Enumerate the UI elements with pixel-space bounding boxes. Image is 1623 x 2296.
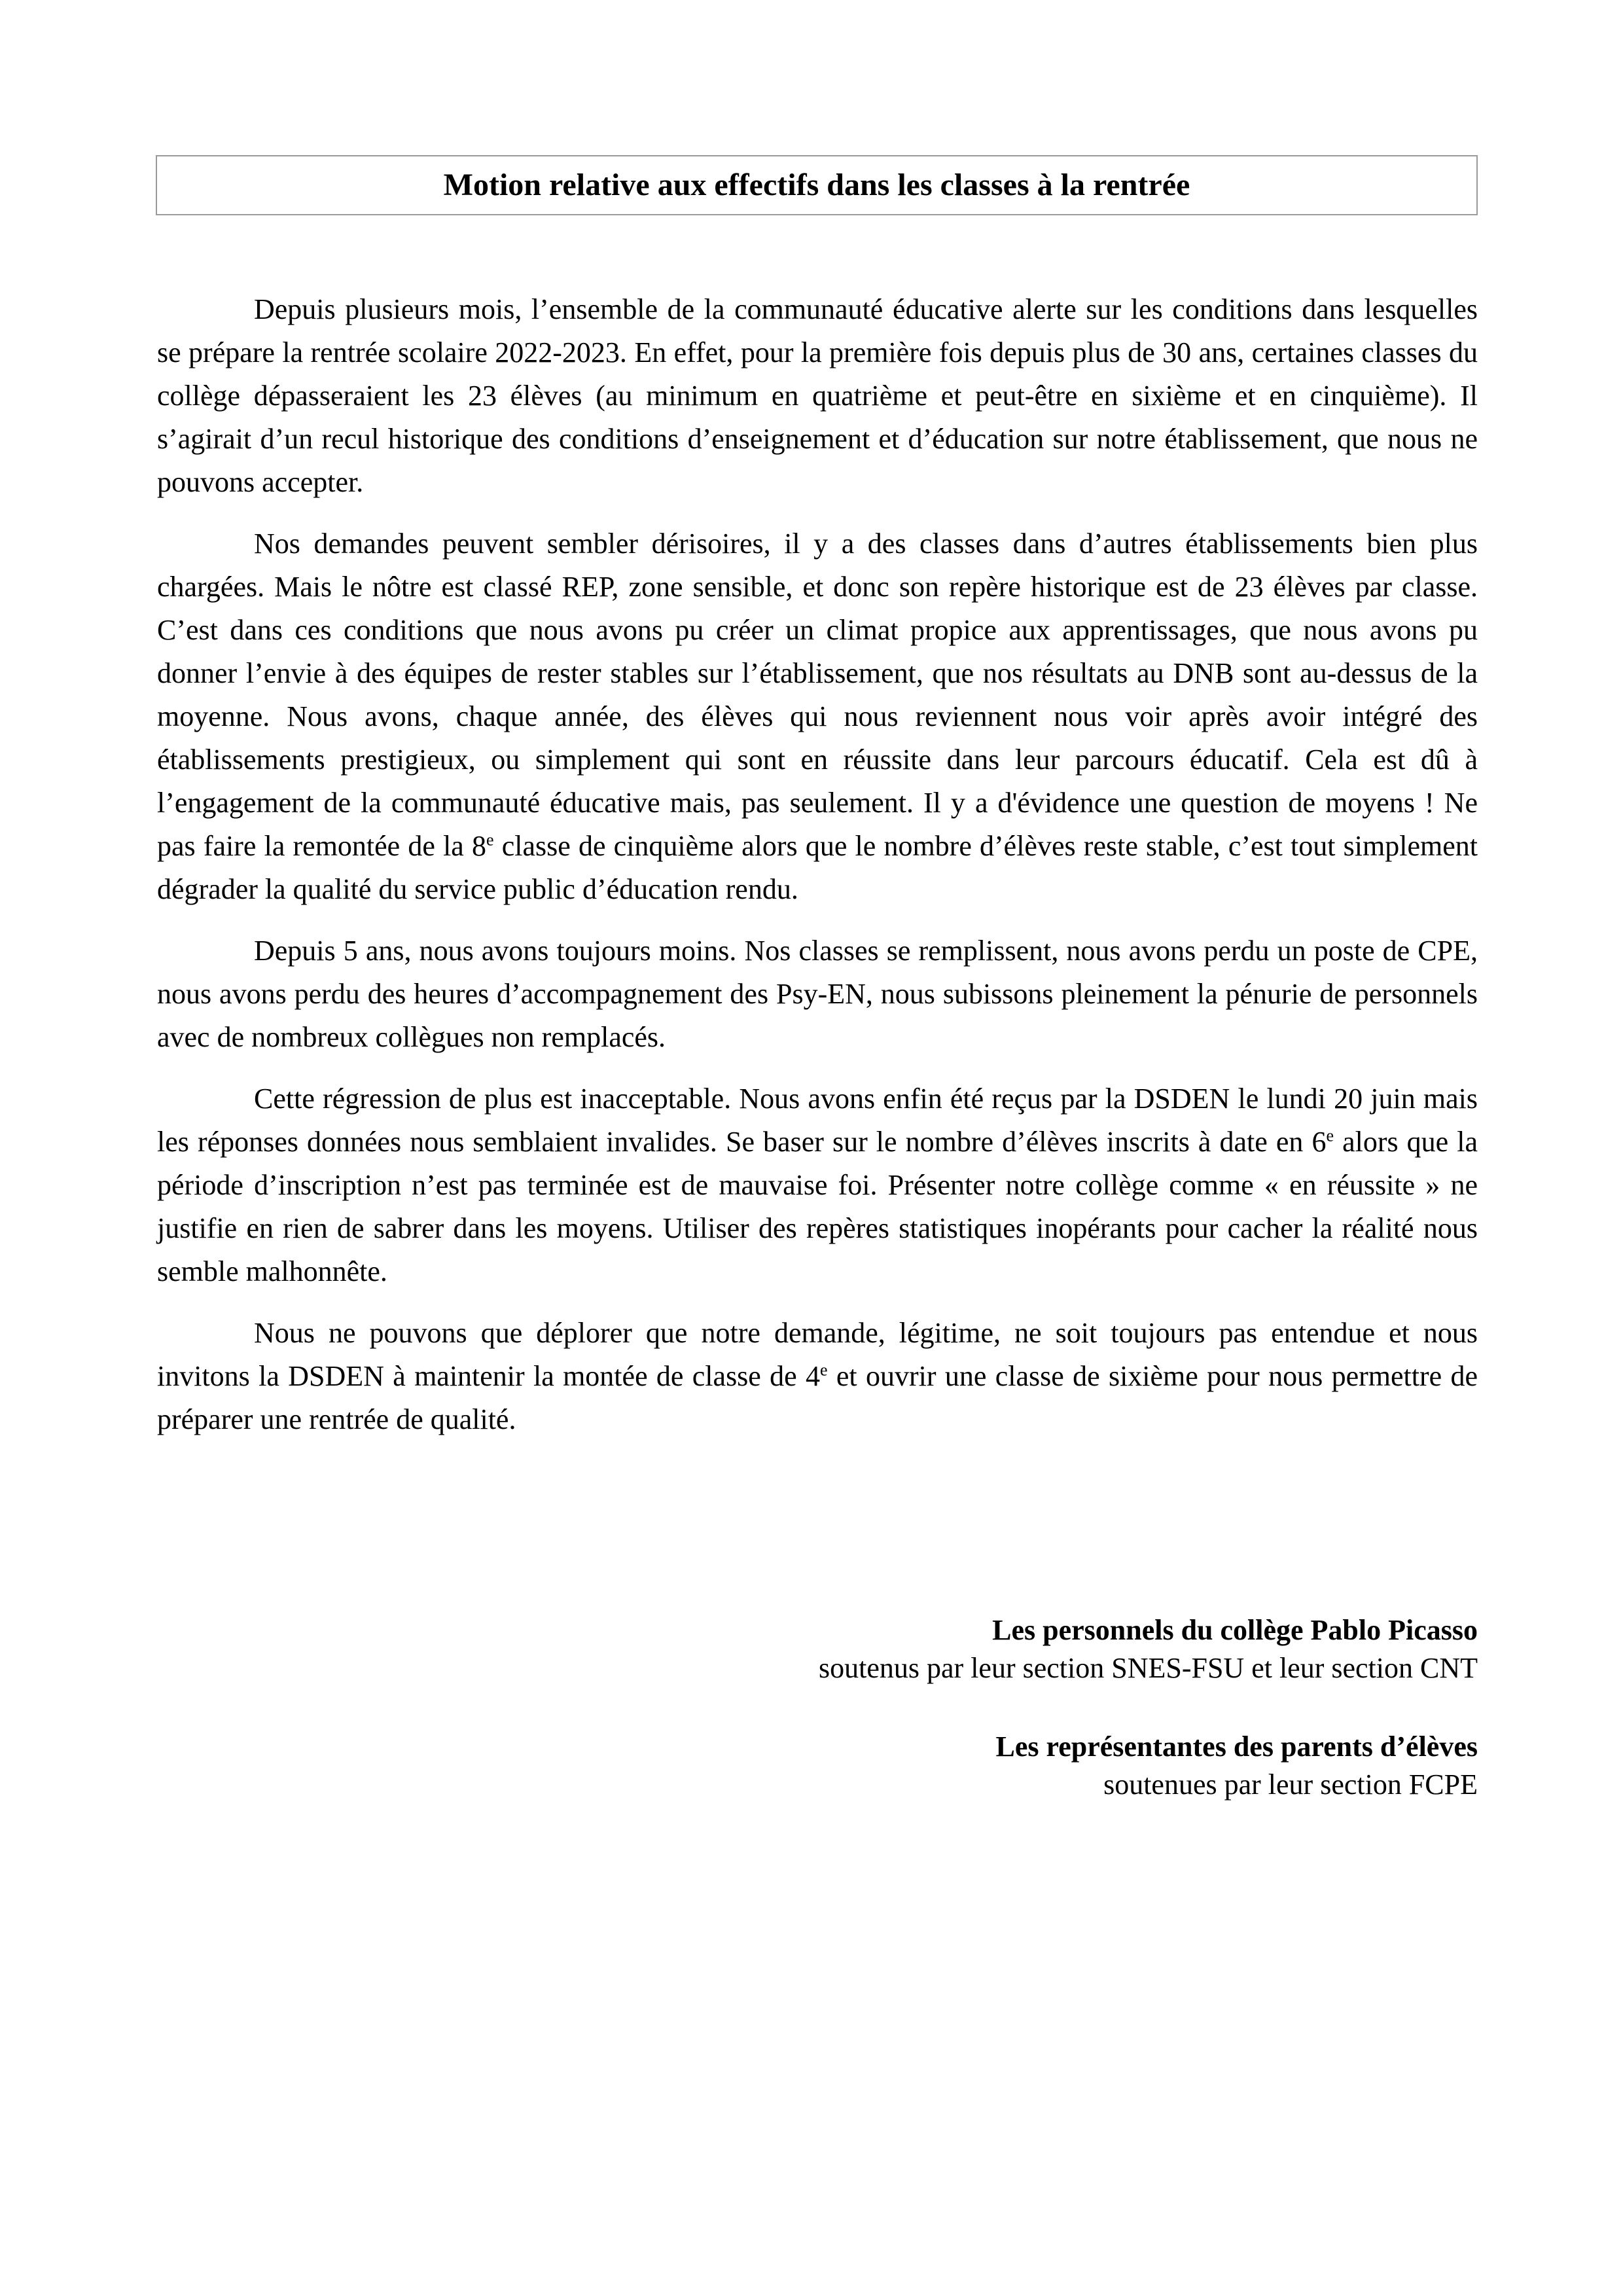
page-title: Motion relative aux effectifs dans les classes à la rentrée <box>443 168 1190 202</box>
signature-staff-name: Les personnels du collège Pablo Picasso <box>992 1614 1478 1646</box>
signatures <box>785 1611 1478 1844</box>
signature-staff <box>785 1611 1478 1687</box>
signature-parents <box>785 1728 1478 1804</box>
paragraph-4-superscript: e <box>1326 1126 1334 1145</box>
paragraph-3-text: Depuis 5 ans, nous avons toujours moins. Nos classes se remplissent, nous avons perdu un poste de CPE, nous avons perdu des heures d’accompagnement des Psy-EN, nous subissons pleinement la pénurie de personnels avec de nombreux collègues non remplacés. <box>157 935 1478 1053</box>
paragraph-5-superscript: e <box>820 1360 828 1380</box>
paragraph-2-text-b: classe de cinquième alors que le nombre d’élèves reste stable, c’est tout simplement dégrader la qualité du service public d’éducation rendu. <box>157 830 1478 905</box>
paragraph-5-text-a: Nous ne pouvons que déplorer que notre demande, légitime, ne soit toujours pas entendue et nous invitons la DSDEN à maintenir la montée de classe de 4 <box>157 1317 1478 1392</box>
signature-staff-support: soutenus par leur section SNES-FSU et leur section CNT <box>819 1652 1478 1684</box>
paragraph-5 <box>157 1312 1478 1441</box>
paragraph-4 <box>157 1077 1478 1293</box>
signature-parents-name: Les représentantes des parents d’élèves <box>995 1731 1478 1763</box>
paragraph-5-text-b: et ouvrir une classe de sixième pour nous permettre de préparer une rentrée de qualité. <box>157 1360 1478 1435</box>
paragraph-1 <box>157 288 1478 504</box>
paragraph-4-text-b: alors que la période d’inscription n’est pas terminée est de mauvaise foi. Présenter notre collège comme « en réussite » ne justifie en rien de sabrer dans les moyens. Utiliser des repères statistiques inopérants pour cacher la réalité nous semble malhonnête. <box>157 1126 1478 1287</box>
paragraph-3 <box>157 929 1478 1059</box>
paragraph-2-superscript: e <box>486 830 494 850</box>
paragraph-2 <box>157 522 1478 911</box>
document-body <box>157 288 1478 1460</box>
signature-parents-support: soutenues par leur section FCPE <box>1103 1768 1478 1801</box>
paragraph-1-text: Depuis plusieurs mois, l’ensemble de la communauté éducative alerte sur les conditions dans lesquelles se prépare la rentrée scolaire 2022-2023. En effet, pour la première fois depuis plus de 30 ans, certaines classes du collège dépasseraient les 23 élèves (au minimum en quatrième et peut-être en sixième et en cinquième). Il s’agirait d’un recul historique des conditions d’enseignement et d’éducation sur notre établissement, que nous ne pouvons accepter. <box>157 293 1478 498</box>
paragraph-2-text-a: Nos demandes peuvent sembler dérisoires, il y a des classes dans d’autres établissements bien plus chargées. Mais le nôtre est classé REP, zone sensible, et donc son repère historique est de 23 élèves par classe. C’est dans ces conditions que nous avons pu créer un climat propice aux apprentissages, que nous avons pu donner l’envie à des équipes de rester stables sur l’établissement, que nos résultats au DNB sont au-dessus de la moyenne. Nous avons, chaque année, des élèves qui nous reviennent nous voir après avoir intégré des établissements prestigieux, ou simplement qui sont en réussite dans leur parcours éducatif. Cela est dû à l’engagement de la communauté éducative mais, pas seulement. Il y a d'évidence une question de moyens ! Ne pas faire la remontée de la 8 <box>157 528 1478 862</box>
title-box <box>156 155 1478 215</box>
paragraph-4-text-a: Cette régression de plus est inacceptable. Nous avons enfin été reçus par la DSDEN le lundi 20 juin mais les réponses données nous semblaient invalides. Se baser sur le nombre d’élèves inscrits à date en 6 <box>157 1083 1478 1158</box>
